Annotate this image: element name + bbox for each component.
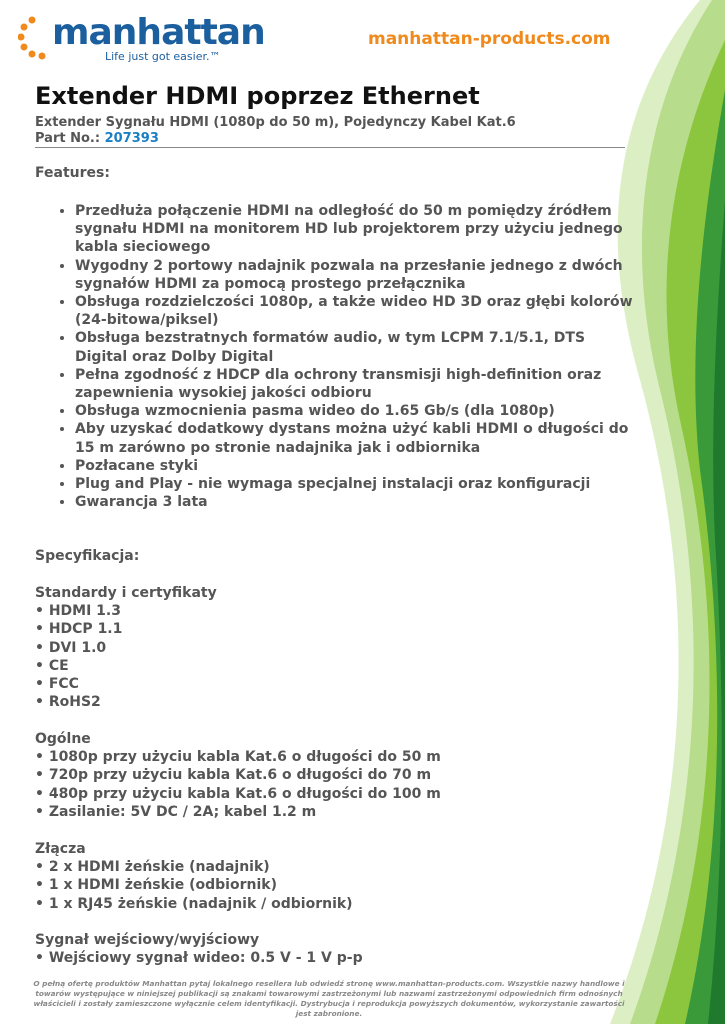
standards-item: • HDMI 1.3 xyxy=(35,603,121,620)
legal-footer: O pełną ofertę produktów Manhattan pytaj lokalnego resellera lub odwiedź stronę www.manhattan-products.com. Wszystkie nazwy handlowe i towarów występujące w niniejszej publikacji są znakami towarowymi zastrzeżonymi lub nazwami zastrzeżonymi odpowiednich firm odnośnych właścicieli i zostały zamieszczone wyłącznie celem identyfikacji. Dystrybucja i reprodukcja powyższych dokumentów, wykorzystanie zawartości jest zabronione. xyxy=(33,979,625,1018)
connectors-item: • 1 x HDMI żeńskie (odbiornik) xyxy=(35,877,277,894)
part-number-value: 207393 xyxy=(104,131,159,146)
feature-item: • Gwarancja 3 lata xyxy=(75,493,635,511)
standards-heading: Standardy i certyfikaty xyxy=(35,585,217,601)
standards-section xyxy=(35,584,217,711)
features-heading: Features: xyxy=(35,165,110,181)
connectors-heading: Złącza xyxy=(35,841,86,857)
general-item: • 480p przy użyciu kabla Kat.6 o długości do 100 m xyxy=(35,785,441,802)
standards-item: • HDCP 1.1 xyxy=(35,621,123,638)
part-number xyxy=(35,131,159,146)
standards-item: • FCC xyxy=(35,676,79,693)
manhattan-logo[interactable] xyxy=(18,12,265,72)
general-heading: Ogólne xyxy=(35,731,91,747)
connectors-item: • 2 x HDMI żeńskie (nadajnik) xyxy=(35,859,270,876)
header-divider xyxy=(35,147,625,148)
website-link[interactable]: manhattan-products.com xyxy=(368,29,611,49)
feature-item: • Pozłacane styki xyxy=(75,457,635,475)
brand-tagline: Life just got easier.™ xyxy=(105,50,221,63)
product-subtitle: Extender Sygnału HDMI (1080p do 50 m), Pojedynczy Kabel Kat.6 xyxy=(35,115,516,130)
standards-item: • CE xyxy=(35,657,69,674)
feature-item: • Przedłuża połączenie HDMI na odległość do 50 m pomiędzy źródłem sygnału HDMI na monitorem HD lub projektorem przy użyciu jednego kabla sieciowego xyxy=(75,202,635,257)
feature-item: • Plug and Play - nie wymaga specjalnej instalacji oraz konfiguracji xyxy=(75,475,635,493)
spec-heading: Specyfikacja: xyxy=(35,548,140,564)
general-item: • 1080p przy użyciu kabla Kat.6 o długości do 50 m xyxy=(35,749,441,766)
feature-item: • Aby uzyskać dodatkowy dystans można użyć kabli HDMI o długości do 15 m zarówno po stronie nadajnika jak i odbiornika xyxy=(75,420,635,456)
brand-name: manhattan xyxy=(52,12,265,53)
connectors-section xyxy=(35,840,353,913)
general-item: • Zasilanie: 5V DC / 2A; kabel 1.2 m xyxy=(35,803,317,820)
feature-item: • Obsługa rozdzielczości 1080p, a także wideo HD 3D oraz głębi kolorów (24-bitowa/piksel) xyxy=(75,293,635,329)
signal-section xyxy=(35,931,363,967)
feature-item: • Wygodny 2 portowy nadajnik pozwala na przesłanie jednego z dwóch sygnałów HDMI za pomocą prostego przełącznika xyxy=(75,257,635,293)
feature-item: • Obsługa bezstratnych formatów audio, w tym LCPM 7.1/5.1, DTS Digital oraz Dolby Digital xyxy=(75,329,635,365)
feature-item: • Obsługa wzmocnienia pasma wideo do 1.65 Gb/s (dla 1080p) xyxy=(75,402,635,420)
features-list xyxy=(58,202,635,511)
product-title: Extender HDMI poprzez Ethernet xyxy=(35,82,480,110)
connectors-item: • 1 x RJ45 żeńskie (nadajnik / odbiornik) xyxy=(35,895,353,912)
standards-item: • DVI 1.0 xyxy=(35,639,107,656)
general-item: • 720p przy użyciu kabla Kat.6 o długości do 70 m xyxy=(35,767,432,784)
signal-heading: Sygnał wejściowy/wyjściowy xyxy=(35,932,260,948)
standards-item: • RoHS2 xyxy=(35,694,101,711)
feature-item: • Pełna zgodność z HDCP dla ochrony transmisji high-definition oraz zapewnienia wysokiej jakości odbioru xyxy=(75,366,635,402)
general-section xyxy=(35,730,441,821)
signal-item: • Wejściowy sygnał wideo: 0.5 V - 1 V p-p xyxy=(35,950,363,967)
part-number-label: Part No.: xyxy=(35,131,101,146)
